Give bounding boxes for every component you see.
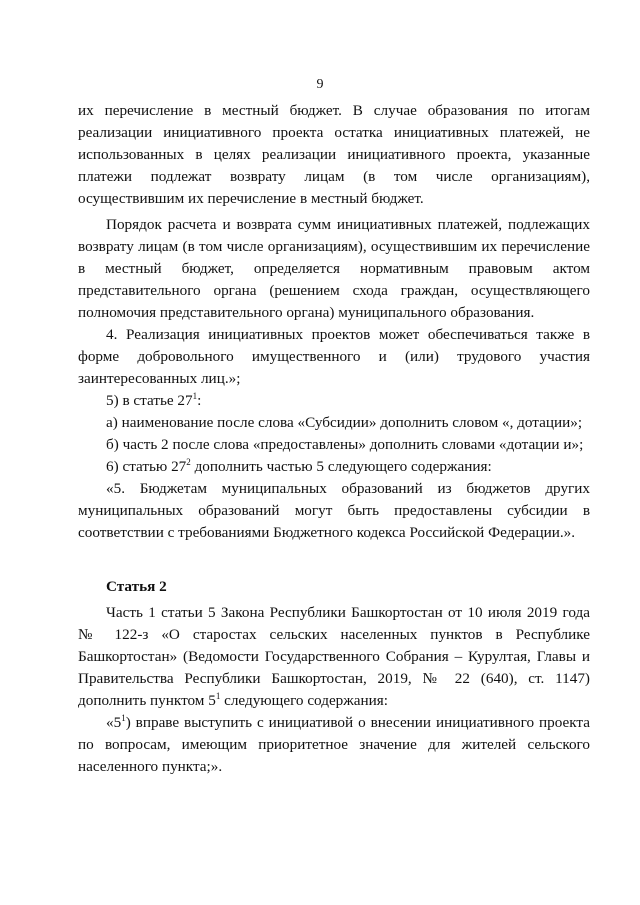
document-body xyxy=(78,100,590,778)
paragraph-10 xyxy=(78,712,590,778)
page-number: 9 xyxy=(316,77,324,92)
paragraph-4-text-end: : xyxy=(197,392,202,409)
paragraph-7 xyxy=(78,456,590,478)
paragraph-4-superscript: 1 xyxy=(192,391,198,401)
paragraph-5: а) наименование после слова «Субсидии» дополнить словом «, дотации»; xyxy=(106,414,583,431)
paragraph-1: их перечисление в местный бюджет. В случае образования по итогам реализации инициативного проекта остатка инициативных платежей, не использованных в целях реализации инициативного проекта, указанные платежи подлежат возврату лицам (в том числе организациям), осуществившим их перечисление в местный бюджет. xyxy=(78,102,590,207)
paragraph-9-text-end: следующего содержания: xyxy=(220,692,388,709)
paragraph-7-text-end: дополнить частью 5 следующего содержания: xyxy=(190,458,492,475)
paragraph-9-text: Часть 1 статьи 5 Закона Республики Башкортостан от 10 июля 2019 года № 122-з «О старостах сельских населенных пунктов в Республике Башкортостан» (Ведомости Государственного Собрания – Курултая, Главы и Правительства Республики Башкортостан, 2019, № 22 (640), ст. 1147) дополнить пунктом 5 xyxy=(78,604,590,709)
paragraph-9 xyxy=(78,602,590,712)
paragraph-6: б) часть 2 после слова «предоставлены» дополнить словами «дотации и»; xyxy=(106,436,584,453)
paragraph-4-text: 5) в статье 27 xyxy=(106,392,193,409)
paragraph-2: Порядок расчета и возврата сумм инициативных платежей, подлежащих возврату лицам (в том числе организациям), осуществившим их перечисление в местный бюджет, определяется нормативным правовым актом представительного органа (решением схода граждан, осуществляющего полномочия представительного органа) муниципального образования. xyxy=(78,216,590,321)
paragraph-10-superscript: 1 xyxy=(121,713,126,723)
paragraph-4 xyxy=(78,390,590,412)
paragraph-10-text: «5 xyxy=(106,714,122,731)
paragraph-8: «5. Бюджетам муниципальных образований из бюджетов других муниципальных образований могут быть предоставлены субсидии в соответствии с требованиями Бюджетного кодекса Российской Федерации.». xyxy=(78,480,590,541)
paragraph-10-text-end: ) вправе выступить с инициативой о внесении инициативного проекта по вопросам, имеющим приоритетное значение для жителей сельского населенного пункта;». xyxy=(78,714,590,775)
paragraph-7-text: 6) статью 27 xyxy=(106,458,187,475)
paragraph-7-superscript: 2 xyxy=(186,457,191,467)
article-heading: Статья 2 xyxy=(106,578,167,595)
paragraph-9-superscript: 1 xyxy=(215,691,221,701)
paragraph-3: 4. Реализация инициативных проектов может обеспечиваться также в форме добровольного имущественного и (или) трудового участия заинтересованных лиц.»; xyxy=(78,326,590,387)
